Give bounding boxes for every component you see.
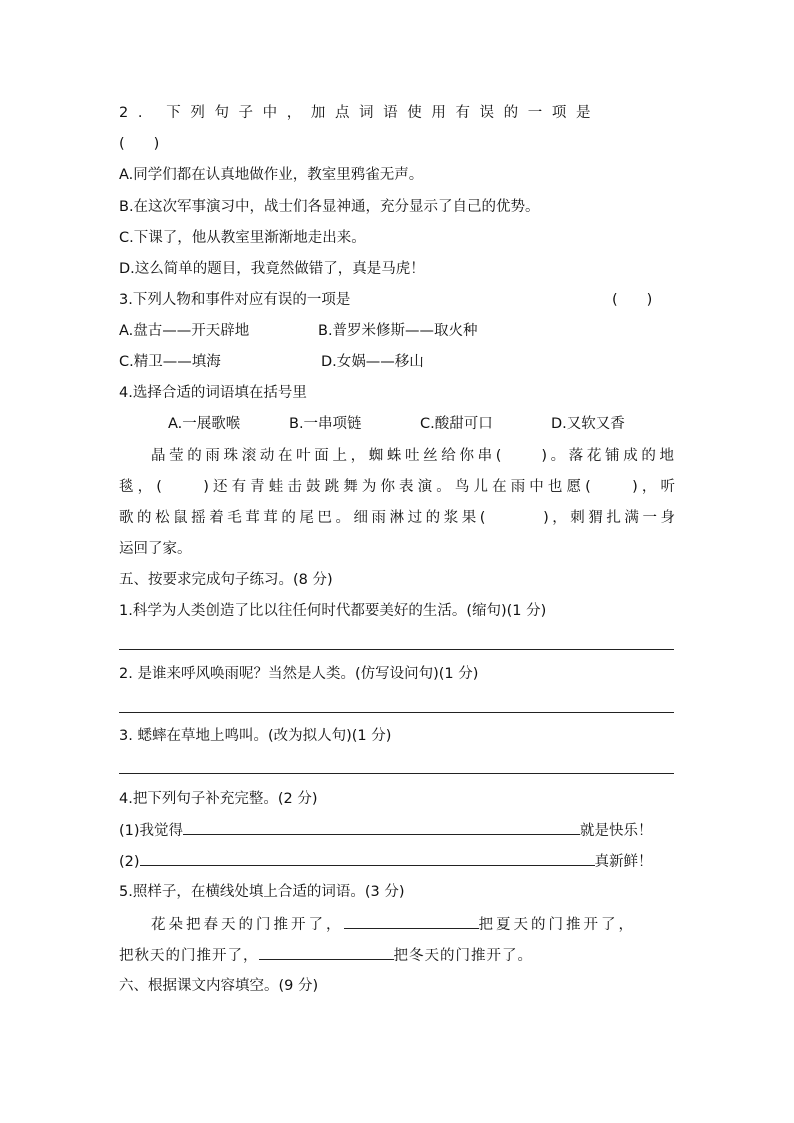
section5-item-4: 4.把下列句子补充完整。(2 分) bbox=[119, 791, 318, 807]
q4-passage-line-2: 毯，( )还有青蛙击鼓跳舞为你表演。鸟儿在雨中也愿( )，听 bbox=[119, 479, 675, 495]
section5-item-3: 3. 蟋蟀在草地上鸣叫。(改为拟人句)(1 分) bbox=[119, 728, 392, 744]
item5-line-1 bbox=[151, 914, 636, 935]
item4-sentence-2 bbox=[119, 851, 653, 872]
item5-line1-text-a: 花朵把春天的门推开了， bbox=[151, 917, 344, 933]
item5-line-2 bbox=[119, 945, 533, 966]
q3-answer-paren[interactable]: ( ) bbox=[612, 292, 653, 308]
item4-2-blank[interactable] bbox=[140, 851, 595, 866]
q4-stem: 4.选择合适的词语填在括号里 bbox=[119, 385, 307, 401]
item4-2-suffix: 真新鲜！ bbox=[594, 854, 653, 870]
section6-title: 六、根据课文内容填空。(9 分) bbox=[119, 978, 319, 994]
q2-answer-paren[interactable]: ( ) bbox=[119, 136, 160, 152]
item5-blank-2[interactable] bbox=[259, 945, 394, 960]
answer-line-2[interactable] bbox=[119, 712, 674, 713]
q4-choice-d: D.又软又香 bbox=[551, 416, 625, 432]
q4-passage-line-1: 晶莹的雨珠滚动在叶面上，蜘蛛吐丝给你串( )。落花铺成的地 bbox=[151, 448, 674, 464]
q4-passage-line-4: 运回了家。 bbox=[119, 541, 192, 557]
q3-option-a: A.盘古——开天辟地 bbox=[119, 323, 250, 339]
q4-passage-line-3: 歌的松鼠摇着毛茸茸的尾巴。细雨淋过的浆果( )，刺猬扎满一身 bbox=[119, 510, 675, 526]
q2-stem: 2. 下列句子中，加点词语使用有误的一项是 bbox=[119, 105, 601, 121]
item4-sentence-1 bbox=[119, 820, 653, 841]
item5-blank-1[interactable] bbox=[344, 914, 479, 929]
item5-line2-text-b: 把冬天的门推开了。 bbox=[393, 948, 533, 964]
q4-choice-a: A.一展歌喉 bbox=[168, 416, 241, 432]
section5-item-2: 2. 是谁来呼风唤雨呢？当然是人类。(仿写设问句)(1 分) bbox=[119, 666, 479, 682]
item4-1-prefix: (1)我觉得 bbox=[119, 823, 184, 839]
q4-choice-b: B.一串项链 bbox=[289, 416, 362, 432]
q2-option-a: A.同学们都在认真地做作业，教室里鸦雀无声。 bbox=[119, 167, 424, 183]
q2-option-b: B.在这次军事演习中，战士们各显神通，充分显示了自己的优势。 bbox=[119, 199, 540, 215]
answer-line-1[interactable] bbox=[119, 649, 674, 650]
item4-1-blank[interactable] bbox=[183, 820, 580, 835]
item5-line1-text-b: 把夏天的门推开了， bbox=[478, 917, 636, 933]
q2-option-c: C.下课了，他从教室里渐渐地走出来。 bbox=[119, 230, 366, 246]
answer-line-3[interactable] bbox=[119, 773, 674, 774]
item4-1-suffix: 就是快乐！ bbox=[580, 823, 653, 839]
section5-item-1: 1.科学为人类创造了比以往任何时代都要美好的生活。(缩句)(1 分) bbox=[119, 603, 547, 619]
item5-line2-text-a: 把秋天的门推开了， bbox=[119, 948, 259, 964]
section5-title: 五、按要求完成句子练习。(8 分) bbox=[119, 572, 333, 588]
item4-2-prefix: (2) bbox=[119, 854, 140, 870]
q3-option-c: C.精卫——填海 bbox=[119, 354, 221, 370]
q3-stem: 3.下列人物和事件对应有误的一项是 bbox=[119, 292, 351, 308]
q3-option-d: D.女娲——移山 bbox=[321, 354, 424, 370]
q3-option-b: B.普罗米修斯——取火种 bbox=[318, 323, 478, 339]
section5-item-5: 5.照样子，在横线处填上合适的词语。(3 分) bbox=[119, 884, 405, 900]
q4-choice-c: C.酸甜可口 bbox=[420, 416, 493, 432]
q2-option-d: D.这么简单的题目，我竟然做错了，真是马虎！ bbox=[119, 261, 425, 277]
